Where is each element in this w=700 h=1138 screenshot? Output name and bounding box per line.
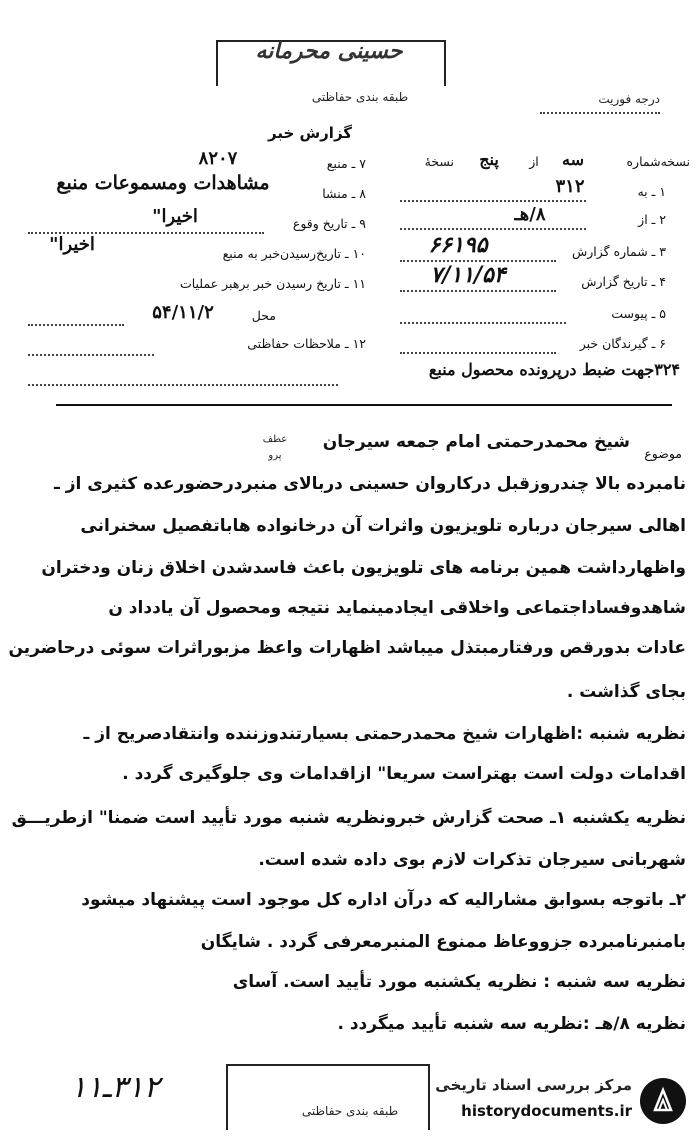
subject-label: موضوع <box>644 446 682 461</box>
body-line: نظریه ۸/هـ :نظریه سه شنبه تأیید میگردد . <box>337 1014 686 1034</box>
field-5-label: ۵ ـ پیوست <box>611 306 666 321</box>
field-1-label: ۱ ـ به <box>637 184 666 199</box>
copy-number-value: سه <box>562 150 584 169</box>
field-1-rule <box>400 200 586 202</box>
priority-rule <box>540 112 660 114</box>
body-line: اقدامات دولت است بهتراست سریعا" ازاقدامات وی جلوگیری گردد . <box>122 764 686 784</box>
watermark-url: historydocuments.ir <box>461 1102 632 1120</box>
body-line: بامنبرنامبرده جزووعاظ ممنوع المنبرمعرفی گردد . شایگان <box>200 932 686 952</box>
section-separator <box>56 404 672 406</box>
field-7-value: ۸۲۰۷ <box>198 148 238 169</box>
field-11-rule <box>28 324 124 326</box>
classification-handwritten: حسینی محرمانه <box>255 38 403 64</box>
classification-label: طبقه بندی حفاظتی <box>311 90 409 104</box>
field-6-rule <box>400 352 556 354</box>
body-line: شهربانی سیرجان تذکرات لازم بوی داده شده است. <box>258 850 686 870</box>
subject-value: شیخ محمدرحمتی امام جمعه سیرجان <box>322 432 630 452</box>
body-line: ۲ـ باتوجه بسوابق مشارالیه که درآن اداره کل موجود است پیشنهاد میشود <box>81 890 686 910</box>
field-1-value: ۳۱۲ <box>555 176 585 197</box>
field-12-label: ۱۲ ـ ملاحظات حفاظتی <box>247 336 366 351</box>
field-2-value: ۸/هـ <box>514 204 546 225</box>
field-10-value: اخیرا" <box>49 234 95 255</box>
body-line: واظهارداشت همین برنامه های تلویزیون باعث فاسدشدن اخلاق زنان ودختران <box>41 558 686 578</box>
body-line: نظریه سه شنبه : نظریه یکشنبه مورد تأیید است. آسای <box>232 972 686 992</box>
copy-word-label: نسخهٔ <box>424 154 454 169</box>
field-2-rule <box>400 228 586 230</box>
field-11-label: ۱۱ ـ تاریخ رسیدن خبر برهبر عملیات <box>179 276 366 291</box>
body-line: شاهدوفساداجتماعی واخلاقی ایجادمینماید نتیجه ومحصول آن یادداد ن <box>108 598 686 618</box>
field-8-value: مشاهدات ومسموعات منبع <box>56 172 270 194</box>
field-4-rule <box>400 290 556 292</box>
subject-margin-note: عطف پرو <box>262 434 288 461</box>
report-title: گزارش خبر <box>267 124 353 142</box>
watermark-title: مرکز بررسی اسناد تاریخی <box>435 1076 632 1094</box>
field-2-label: ۲ ـ از <box>638 212 666 227</box>
field-9-label: ۹ ـ تاریخ وقوع <box>292 216 366 231</box>
body-line: بجای گذاشت . <box>566 682 686 702</box>
footer-classification-box <box>226 1064 430 1130</box>
body-line: نظریه یکشنبه ۱ـ صحت گزارش خبرونظریه شنبه مورد تأیید است ضمنا" ازطریـــق <box>11 808 686 828</box>
body-line: اهالی سیرجان درباره تلویزیون واثرات آن درخانواده هاباتفصیل سخنرانی <box>80 516 686 536</box>
field-12-rule <box>28 354 154 356</box>
field-5-rule <box>400 322 566 324</box>
watermark-logo-icon <box>640 1078 686 1124</box>
copy-of-label: از <box>529 154 539 169</box>
field-9-value: اخیرا" <box>152 206 198 227</box>
copy-total-value: پنج <box>479 150 499 169</box>
body-line: نامبرده بالا چندروزقبل درکاروان حسینی دربالای منبردرحضورعده کثیری از ـ <box>53 474 686 494</box>
footer-handwritten-number: ۳۱۲ـ۱۱ <box>70 1070 160 1105</box>
recipients-rule <box>28 384 338 386</box>
body-line: عادات بدورقص ورفتارمبتذل میباشد اظهارات واعظ مزبوراثرات سوئی درحاضرین <box>8 638 686 658</box>
field-3-value: ۶۶۱۹۵ <box>428 232 488 258</box>
body-line: نظریه شنبه :اظهارات شیخ محمدرحمتی بسیارتندوزننده وانتقادصریح از ـ <box>83 724 686 744</box>
field-4-label: ۴ ـ تاریخ گزارش <box>581 274 666 289</box>
recipients-value: ۳۲۴جهت ضبط درپرونده محصول منبع <box>428 360 680 379</box>
field-6-label: ۶ ـ گیرندگان خبر <box>579 336 666 351</box>
footer-classification-label: طبقه بندی حفاظتی <box>301 1104 399 1118</box>
field-11-place-label: محل <box>251 308 276 323</box>
field-3-label: ۳ ـ شماره گزارش <box>571 244 666 259</box>
copy-number-label: نسخه‌شماره <box>626 154 690 169</box>
field-11-value: ۵۴/۱۱/۲ <box>152 302 214 323</box>
priority-label: درجه فوریت <box>598 92 660 106</box>
field-7-label: ۷ ـ منبع <box>326 156 366 171</box>
field-10-label: ۱۰ ـ تاریخ‌رسیدن‌خبر به منبع <box>222 246 366 261</box>
field-8-label: ۸ ـ منشا <box>322 186 366 201</box>
field-4-value: ۷/۱۱/۵۴ <box>430 262 506 288</box>
